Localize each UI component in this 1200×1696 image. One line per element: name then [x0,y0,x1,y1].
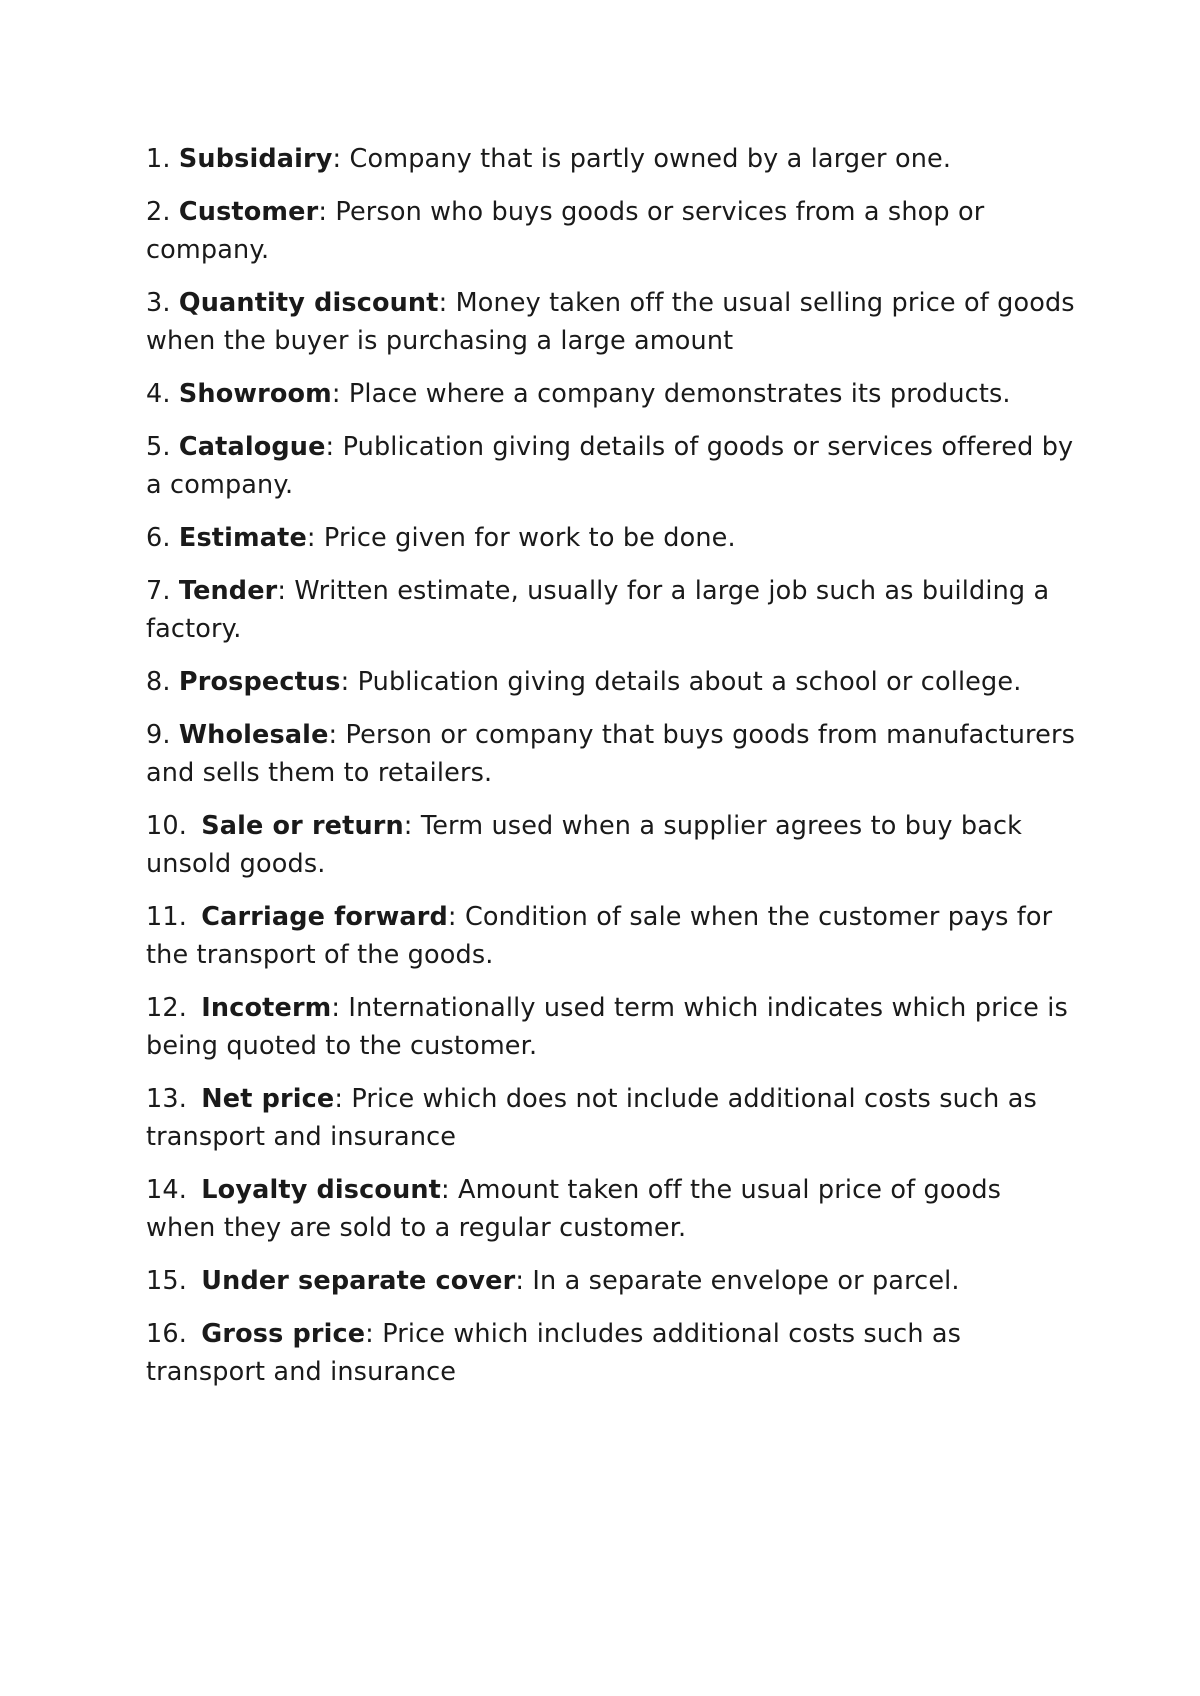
term-definition: Price which includes additional costs such as transport and insurance [146,1319,962,1387]
glossary-item: 16. Gross price: Price which includes additional costs such as transport and insurance [146,1319,962,1387]
item-number: 12. [146,993,188,1023]
item-number: 6. [146,523,171,553]
item-number: 11. [146,902,188,932]
item-number: 8. [146,667,171,697]
item-number: 1. [146,144,171,174]
term-word: Sale or return [201,811,404,841]
term-definition: Person or company that buys goods from manufacturers and sells them to retailers. [146,720,1076,788]
term-word: Tender [178,576,278,606]
item-number: 5. [146,432,171,462]
item-number: 15. [146,1266,188,1296]
glossary-item: 8. Prospectus: Publication giving details about a school or college. [146,667,1022,697]
term-word: Net price [201,1084,335,1114]
term-definition: Company that is partly owned by a larger one. [349,144,952,174]
item-number: 10. [146,811,188,841]
term-definition: Term used when a supplier agrees to buy back unsold goods. [146,811,1023,879]
item-number: 7. [146,576,171,606]
term-definition: Internationally used term which indicates which price is being quoted to the customer. [146,993,1068,1061]
term-definition: Place where a company demonstrates its products. [348,379,1011,409]
term-word: Subsidairy [178,144,333,174]
glossary-item: 11. Carriage forward: Condition of sale when the customer pays for the transport of the goods. [146,902,1053,970]
term-word: Gross price [201,1319,366,1349]
glossary-item: 10. Sale or return: Term used when a supplier agrees to buy back unsold goods. [146,811,1023,879]
term-definition: Publication giving details of goods or services offered by a company. [146,432,1074,500]
term-word: Catalogue [178,432,326,462]
glossary-item: 14. Loyalty discount: Amount taken off the usual price of goods when they are sold to a regular customer. [146,1175,1002,1243]
glossary-item: 13. Net price: Price which does not include additional costs such as transport and insurance [146,1084,1037,1152]
term-definition: Money taken off the usual selling price of goods when the buyer is purchasing a large amount [146,288,1075,356]
glossary-list [146,140,1076,1406]
item-number: 13. [146,1084,188,1114]
glossary-item: 1. Subsidairy: Company that is partly owned by a larger one. [146,144,952,174]
term-word: Incoterm [201,993,332,1023]
glossary-item: 2. Customer: Person who buys goods or services from a shop or company. [146,197,985,265]
item-number: 2. [146,197,171,227]
term-definition: Condition of sale when the customer pays for the transport of the goods. [146,902,1053,970]
item-number: 3. [146,288,171,318]
glossary-item: 4. Showroom: Place where a company demonstrates its products. [146,379,1011,409]
glossary-item: 12. Incoterm: Internationally used term which indicates which price is being quoted to the customer. [146,993,1068,1061]
item-number: 9. [146,720,171,750]
term-word: Under separate cover [201,1266,516,1296]
term-word: Prospectus [178,667,341,697]
item-number: 16. [146,1319,188,1349]
glossary-item: 7. Tender: Written estimate, usually for a large job such as building a factory. [146,576,1050,644]
item-number: 14. [146,1175,188,1205]
glossary-item: 9. Wholesale: Person or company that buys goods from manufacturers and sells them to retailers. [146,720,1076,788]
term-word: Wholesale [178,720,329,750]
term-definition: In a separate envelope or parcel. [532,1266,960,1296]
glossary-item: 5. Catalogue: Publication giving details of goods or services offered by a company. [146,432,1074,500]
glossary-item: 15. Under separate cover: In a separate envelope or parcel. [146,1266,960,1296]
term-word: Customer [178,197,319,227]
term-word: Carriage forward [201,902,448,932]
term-word: Quantity discount [178,288,439,318]
term-word: Loyalty discount [201,1175,442,1205]
term-definition: Person who buys goods or services from a shop or company. [146,197,985,265]
item-number: 4. [146,379,171,409]
term-word: Showroom [178,379,332,409]
glossary-item: 3. Quantity discount: Money taken off the usual selling price of goods when the buyer is purchasing a large amount [146,288,1075,356]
term-definition: Written estimate, usually for a large job such as building a factory. [146,576,1050,644]
term-definition: Publication giving details about a school or college. [357,667,1022,697]
term-definition: Price given for work to be done. [323,523,736,553]
term-definition: Price which does not include additional costs such as transport and insurance [146,1084,1037,1152]
term-definition: Amount taken off the usual price of goods when they are sold to a regular customer. [146,1175,1002,1243]
term-word: Estimate [178,523,307,553]
glossary-item: 6. Estimate: Price given for work to be done. [146,523,736,553]
